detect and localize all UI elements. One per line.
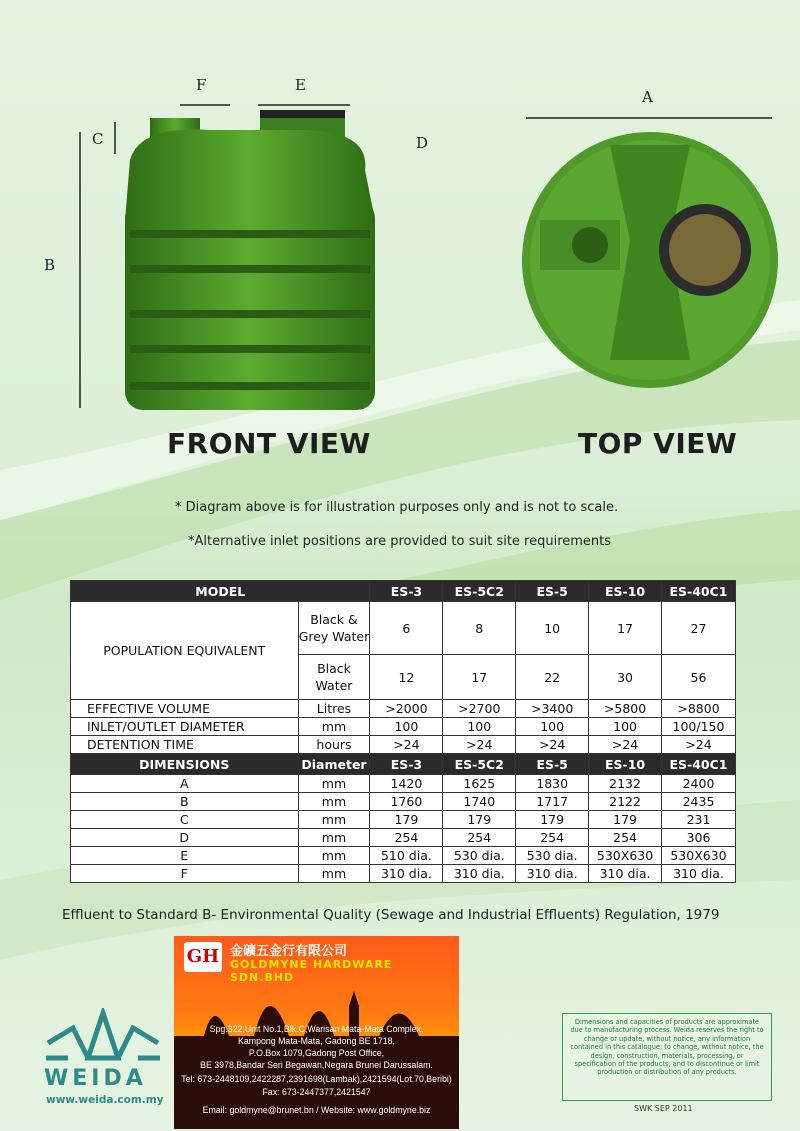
dimensions-header-label: DIMENSIONS (71, 754, 299, 775)
dim-label-b: B (44, 256, 56, 274)
value-cell: 1420 (370, 775, 443, 793)
unit-cell: mm (298, 829, 370, 847)
value-cell: 530 dia. (443, 847, 516, 865)
spec-table (70, 580, 736, 883)
value-cell: >24 (662, 736, 736, 754)
value-cell: 179 (516, 811, 589, 829)
value-cell: 10 (516, 602, 589, 655)
unit-cell: mm (298, 811, 370, 829)
dim-label-c: C (92, 130, 104, 148)
value-cell: 310 dia. (589, 865, 662, 883)
dimensions-header-unit: Diameter (298, 754, 370, 775)
value-cell: 510 dia. (370, 847, 443, 865)
value-cell: 1830 (516, 775, 589, 793)
value-cell: 30 (589, 655, 662, 700)
table-row (71, 847, 736, 865)
weida-leaf-icon (28, 1008, 178, 1068)
dealer-fax: Fax: 673-2447377,2421547 (262, 1087, 371, 1097)
dealer-name: GOLDMYNE HARDWARE SDN.BHD (230, 958, 393, 984)
unit-cell: mm (298, 775, 370, 793)
value-cell: 22 (516, 655, 589, 700)
table-row (71, 829, 736, 847)
value-cell: >24 (443, 736, 516, 754)
dimensions-header-cell: ES-5 (516, 754, 589, 775)
value-cell: >2700 (443, 700, 516, 718)
dealer-address-line: Spg.322,Unit No.1,Blk.C,Warisan Mata-Mata Complex, (209, 1024, 424, 1034)
value-cell: 254 (589, 829, 662, 847)
unit-cell: Black & Grey Water (298, 602, 370, 655)
dimensions-header-cell: ES-10 (589, 754, 662, 775)
value-cell: 1740 (443, 793, 516, 811)
row-label: DETENTION TIME (71, 736, 299, 754)
value-cell: >24 (589, 736, 662, 754)
row-label: INLET/OUTLET DIAMETER (71, 718, 299, 736)
value-cell: 100 (589, 718, 662, 736)
value-cell: >24 (370, 736, 443, 754)
model-header-row (71, 581, 736, 602)
value-cell: 1760 (370, 793, 443, 811)
value-cell: 100 (370, 718, 443, 736)
dimensions-header-cell: ES-5C2 (443, 754, 516, 775)
value-cell: 100 (443, 718, 516, 736)
inlet-note: *Alternative inlet positions are provided to suit site requirements (188, 534, 612, 549)
unit-cell: mm (298, 847, 370, 865)
value-cell: 2435 (662, 793, 736, 811)
unit-cell: mm (298, 718, 370, 736)
table-row (71, 718, 736, 736)
value-cell: 254 (370, 829, 443, 847)
value-cell: 2400 (662, 775, 736, 793)
dealer-address-line: BE 3978,Bandar Seri Begawan,Negara Brunei Darussalam. (200, 1060, 433, 1070)
row-label: B (71, 793, 299, 811)
unit-cell: mm (298, 793, 370, 811)
value-cell: >5800 (589, 700, 662, 718)
front-view-diagram (30, 70, 390, 420)
value-cell: >2000 (370, 700, 443, 718)
row-label: A (71, 775, 299, 793)
effluent-standard-note: Effluent to Standard B- Environmental Quality (Sewage and Industrial Effluents) Regulation, 1979 (62, 907, 720, 923)
row-label: F (71, 865, 299, 883)
value-cell: 310 dia. (370, 865, 443, 883)
value-cell: 17 (589, 602, 662, 655)
dealer-address-line: Kampong Mata-Mata, Gadong BE 1718, (238, 1036, 395, 1046)
value-cell: 254 (443, 829, 516, 847)
table-row (71, 602, 736, 655)
table-row (71, 865, 736, 883)
value-cell: 1717 (516, 793, 589, 811)
value-cell: 530X630 (589, 847, 662, 865)
model-header-cell: ES-40C1 (662, 581, 736, 602)
dealer-email-website: Email: goldmyne@brunet.bn / Website: www.goldmyne.biz (202, 1105, 431, 1115)
value-cell: 306 (662, 829, 736, 847)
value-cell: 254 (516, 829, 589, 847)
population-label: POPULATION EQUIVALENT (71, 602, 299, 700)
dim-label-e: E (295, 76, 306, 94)
value-cell: 179 (443, 811, 516, 829)
value-cell: >24 (516, 736, 589, 754)
swk-code: SWK SEP 2011 (634, 1104, 693, 1113)
weida-brand-name: WEIDA (44, 1066, 147, 1091)
front-view-title: FRONT VIEW (167, 427, 371, 460)
value-cell: 100/150 (662, 718, 736, 736)
row-label: E (71, 847, 299, 865)
value-cell: 179 (370, 811, 443, 829)
model-header-cell: ES-3 (370, 581, 443, 602)
value-cell: 27 (662, 602, 736, 655)
value-cell: >3400 (516, 700, 589, 718)
top-view-title: TOP VIEW (578, 427, 738, 460)
value-cell: 6 (370, 602, 443, 655)
table-row (71, 700, 736, 718)
table-row (71, 793, 736, 811)
diagram-note: * Diagram above is for illustration purposes only and is not to scale. (175, 500, 619, 515)
row-label: EFFECTIVE VOLUME (71, 700, 299, 718)
dealer-card (174, 936, 459, 1129)
value-cell: 100 (516, 718, 589, 736)
value-cell: 2122 (589, 793, 662, 811)
table-row (71, 775, 736, 793)
value-cell: 530 dia. (516, 847, 589, 865)
model-header-cell: ES-5 (516, 581, 589, 602)
value-cell: 179 (589, 811, 662, 829)
value-cell: 310 dia. (443, 865, 516, 883)
value-cell: 8 (443, 602, 516, 655)
top-view-diagram (520, 100, 780, 400)
table-row (71, 811, 736, 829)
value-cell: 56 (662, 655, 736, 700)
unit-cell: mm (298, 865, 370, 883)
dim-label-f: F (196, 76, 207, 94)
dim-label-d: D (416, 134, 429, 152)
value-cell: >8800 (662, 700, 736, 718)
model-header-cell: ES-5C2 (443, 581, 516, 602)
model-header-label: MODEL (71, 581, 370, 602)
value-cell: 12 (370, 655, 443, 700)
dim-label-a: A (642, 88, 653, 106)
unit-cell: Litres (298, 700, 370, 718)
dimensions-header-cell: ES-40C1 (662, 754, 736, 775)
value-cell: 1625 (443, 775, 516, 793)
value-cell: 231 (662, 811, 736, 829)
dealer-address-line: P.O.Box 1079,Gadong Post Office, (248, 1048, 385, 1058)
dealer-phone: Tel: 673-2448109,2422287,2391698(Lambak),2421594(Lot.70,Beribi) (181, 1074, 452, 1084)
dimensions-header-row (71, 754, 736, 775)
row-label: D (71, 829, 299, 847)
value-cell: 530X630 (662, 847, 736, 865)
disclaimer-box: Dimensions and capacities of products are approximate due to manufacturing process. Weida reserves the right to change or update, without notice, any information contained in this catalogue; to change, without notice, the design, construction, materials, processing, or specification of the products; and to discontinue or limit production or distribution of any products. (562, 1013, 772, 1101)
table-row (71, 736, 736, 754)
row-label: C (71, 811, 299, 829)
dimensions-header-cell: ES-3 (370, 754, 443, 775)
value-cell: 310 dia. (516, 865, 589, 883)
value-cell: 2132 (589, 775, 662, 793)
value-cell: 310 dia. (662, 865, 736, 883)
unit-cell: hours (298, 736, 370, 754)
dealer-chinese-name: 金礦五金行有限公司 (230, 944, 348, 959)
unit-cell: Black Water (298, 655, 370, 700)
value-cell: 17 (443, 655, 516, 700)
weida-url[interactable]: www.weida.com.my (46, 1094, 164, 1106)
dealer-logo: GH (184, 942, 222, 972)
model-header-cell: ES-10 (589, 581, 662, 602)
